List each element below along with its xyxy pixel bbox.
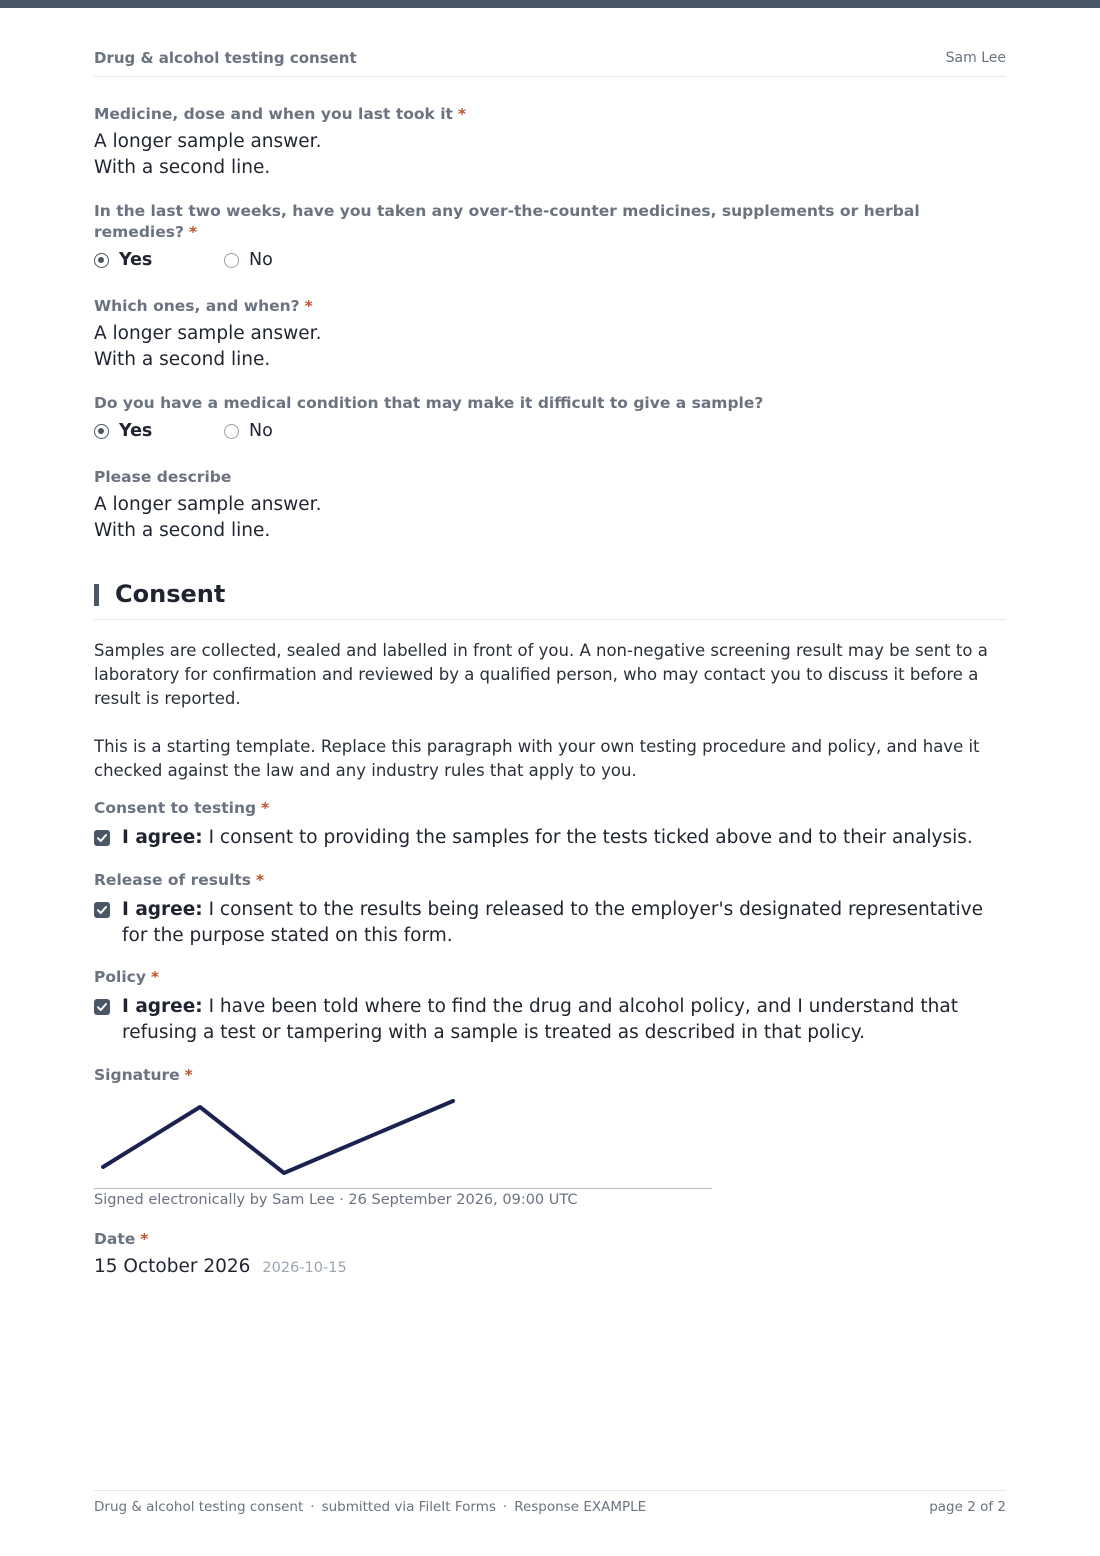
required-marker: * [256, 871, 265, 889]
form-title: Drug & alcohol testing consent [94, 49, 357, 67]
signature-pad[interactable] [94, 1092, 712, 1189]
agree-text: I consent to the results being released to the employer's designated representative for the purpose stated on this form. [122, 899, 984, 946]
answer-text [94, 492, 1006, 544]
question-signature [94, 1065, 1006, 1086]
footer-form-name: Drug & alcohol testing consent [94, 1499, 304, 1515]
agree-text: I have been told where to find the drug and alcohol policy, and I understand that refusing a test or tampering with a sample is treated as described in that policy. [122, 996, 959, 1043]
radio-label: Yes [119, 421, 153, 441]
footer-submitted: submitted via FileIt Forms [321, 1499, 496, 1515]
question-label: Release of results [94, 871, 252, 889]
radio-selected-icon[interactable] [94, 424, 109, 439]
question-label: Consent to testing [94, 799, 257, 817]
question-label: Which ones, and when? [94, 297, 300, 315]
agree-text: I consent to providing the samples for the tests ticked above and to their analysis. [208, 827, 973, 848]
question-date [94, 1229, 1006, 1277]
agree-label: I agree: [122, 996, 203, 1017]
checkbox-checked-icon[interactable] [94, 999, 110, 1015]
question-label: Policy [94, 968, 146, 986]
template-paragraph: This is a starting template. Replace this paragraph with your own testing procedure and policy, and have it checked against the law and any industry rules that apply to you. [94, 737, 980, 780]
radio-label: No [249, 250, 273, 270]
date-value: 15 October 2026 [94, 1256, 251, 1277]
agree-label: I agree: [122, 827, 203, 848]
answer-line: A longer sample answer. [94, 323, 322, 344]
question-label: Signature [94, 1066, 180, 1084]
page-number: page 2 of 2 [929, 1499, 1006, 1515]
radio-group [94, 419, 1006, 443]
radio-option-yes[interactable] [94, 250, 224, 270]
agree-label: I agree: [122, 899, 203, 920]
radio-empty-icon[interactable] [224, 253, 239, 268]
answer-text [94, 129, 1006, 181]
question-label: Date [94, 1230, 136, 1248]
question-describe [94, 467, 1006, 544]
required-marker: * [150, 968, 160, 986]
section-header-consent [94, 576, 1006, 620]
answer-line: With a second line. [94, 157, 271, 178]
question-consent-testing [94, 798, 1006, 851]
question-medicine [94, 104, 1006, 181]
question-condition [94, 393, 1006, 443]
question-label: Do you have a medical condition that may make it difficult to give a sample? [94, 394, 764, 412]
running-header [94, 48, 1006, 77]
agree-checkbox-row[interactable] [94, 825, 1006, 851]
question-otc [94, 201, 1006, 272]
page-footer: Drug & alcohol testing consent · submitted via FileIt Forms · Response EXAMPLE page 2 of 2 [94, 1490, 1006, 1521]
required-marker: * [457, 105, 467, 123]
question-policy [94, 967, 1006, 1046]
top-accent-bar [0, 0, 1100, 8]
radio-label: No [249, 421, 273, 441]
answer-line: With a second line. [94, 349, 271, 370]
checkbox-checked-icon[interactable] [94, 830, 110, 846]
radio-label: Yes [119, 250, 153, 270]
signature-meta: Signed electronically by Sam Lee · 26 September 2026, 09:00 UTC [94, 1192, 578, 1208]
answer-line: With a second line. [94, 520, 271, 541]
radio-selected-icon[interactable] [94, 253, 109, 268]
required-marker: * [140, 1230, 149, 1248]
question-label: Please describe [94, 468, 232, 486]
checkbox-checked-icon[interactable] [94, 902, 110, 918]
question-label: Medicine, dose and when you last took it [94, 105, 453, 123]
signature-drawing [94, 1092, 712, 1188]
section-accent-bar [94, 584, 99, 606]
question-which [94, 296, 1006, 373]
answer-line: A longer sample answer. [94, 131, 322, 152]
required-marker: * [184, 1066, 193, 1084]
agree-checkbox-row[interactable] [94, 897, 1006, 949]
radio-group [94, 248, 1006, 272]
radio-empty-icon[interactable] [224, 424, 239, 439]
answer-line: A longer sample answer. [94, 494, 322, 515]
required-marker: * [304, 297, 313, 315]
consent-paragraph: Samples are collected, sealed and labelled in front of you. A non-negative screening result may be sent to a laboratory for confirmation and reviewed by a qualified person, who may contact you to discuss it before a result is reported. [94, 641, 988, 708]
footer-response: Response EXAMPLE [514, 1499, 647, 1515]
radio-option-yes[interactable] [94, 421, 224, 441]
agree-checkbox-row[interactable] [94, 994, 1006, 1046]
respondent-name: Sam Lee [945, 50, 1006, 66]
radio-option-no[interactable] [224, 250, 273, 270]
radio-option-no[interactable] [224, 421, 273, 441]
answer-text [94, 321, 1006, 373]
question-label: In the last two weeks, have you taken any over-the-counter medicines, supplements or herbal remedies? [94, 202, 920, 241]
required-marker: * [261, 799, 270, 817]
required-marker: * [188, 223, 198, 241]
question-release-results [94, 870, 1006, 949]
date-iso: 2026-10-15 [262, 1260, 347, 1276]
section-title: Consent [115, 580, 226, 608]
